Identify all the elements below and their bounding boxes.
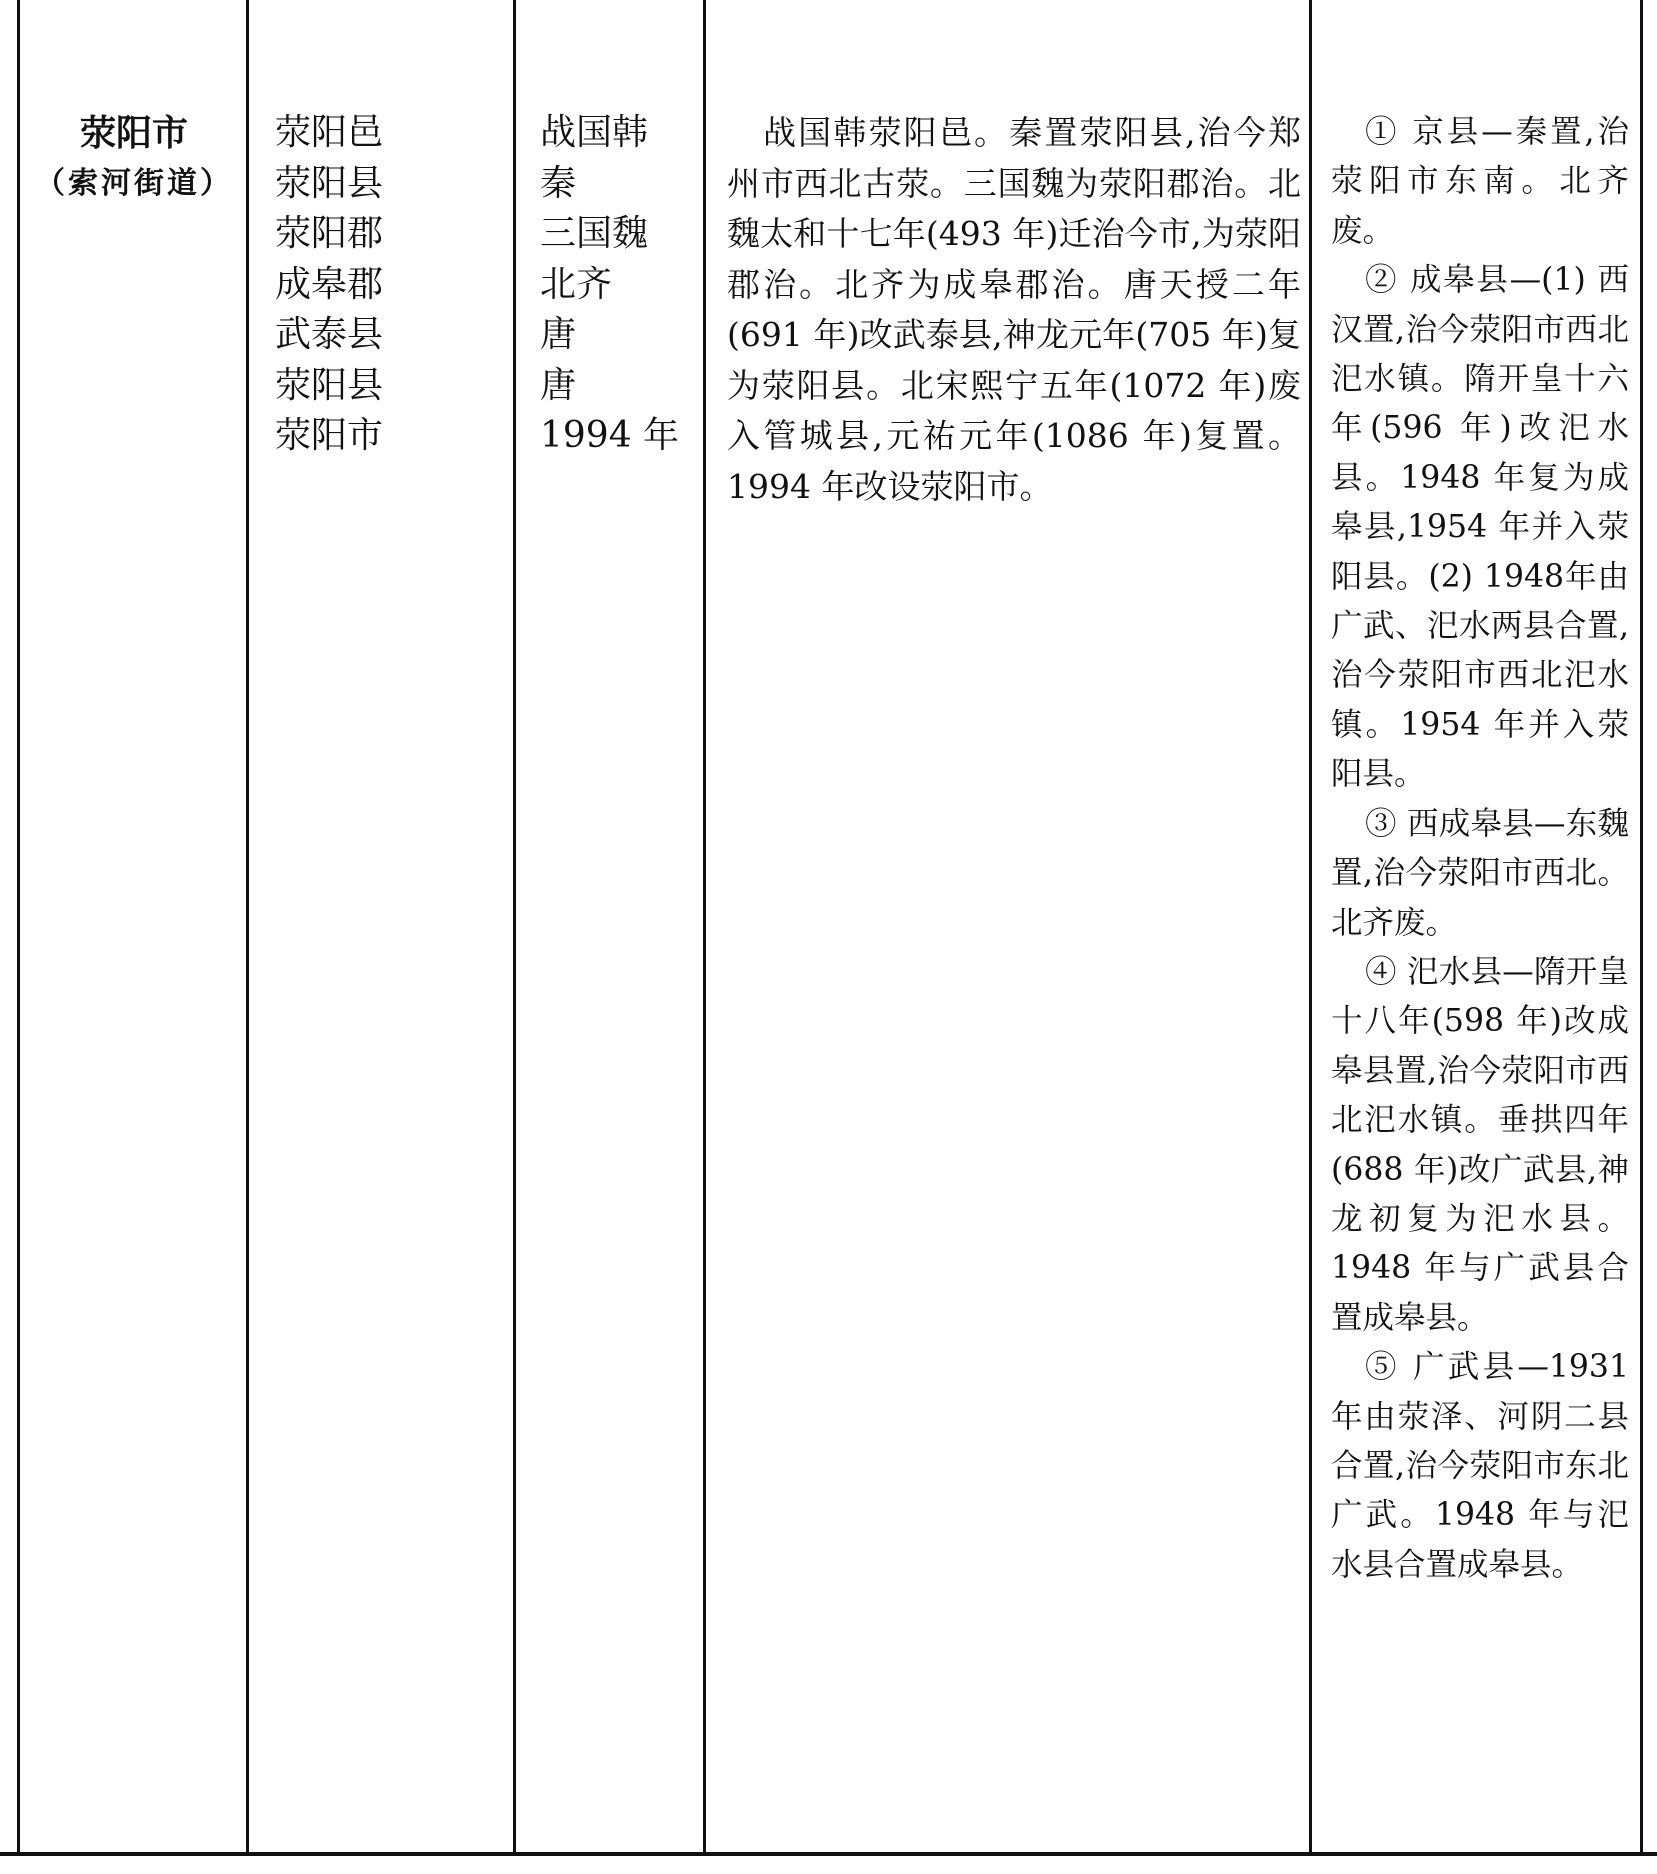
historical-name: 荥阳县 bbox=[275, 364, 384, 406]
era: 秦 bbox=[540, 162, 577, 204]
place-cell bbox=[26, 108, 242, 209]
history-cell: 战国韩荥阳邑。秦置荥阳县,治今郑州市西北古荥。三国魏为荥阳郡治。北魏太和十七年(493 年)迁治今市,为荥阳郡治。北齐为成皋郡治。唐天授二年(691 年)改武泰县,神龙元年(705 年)复为荥阳县。北宋熙宁五年(1072 年)废入管城县,元祐元年(1086 年)复置。1994 年改设荥阳市。 bbox=[727, 113, 1301, 506]
table-border-left bbox=[17, 0, 20, 1852]
era: 战国韩 bbox=[540, 112, 649, 153]
historical-name: 武泰县 bbox=[275, 314, 384, 355]
historical-name: 荥阳邑 bbox=[275, 112, 384, 153]
historical-name: 荥阳市 bbox=[275, 415, 384, 456]
note-sishui-county: ④ 汜水县—隋开皇十八年(598 年)改成皋县置,治今荥阳市西北汜水镇。垂拱四年(688 年)改广武县,神龙初复为汜水县。1948 年与广武县合置成皋县。 bbox=[1331, 953, 1629, 1336]
table-bottom-border bbox=[0, 1852, 1657, 1856]
note-jing-county: ① 京县—秦置,治荥阳市东南。北齐废。 bbox=[1331, 114, 1629, 249]
column-divider-3 bbox=[703, 0, 706, 1852]
column-divider-1 bbox=[246, 0, 249, 1852]
historical-name: 荥阳郡 bbox=[275, 213, 384, 254]
era: 唐 bbox=[540, 314, 577, 355]
era: 三国魏 bbox=[540, 213, 649, 254]
historical-name: 荥阳县 bbox=[275, 162, 384, 204]
note-guangwu-county: ⑤ 广武县—1931 年由荥泽、河阴二县合置,治今荥阳市东北广武。1948 年与汜水县合置成皋县。 bbox=[1331, 1349, 1629, 1583]
notes-cell bbox=[1331, 108, 1629, 1590]
era: 唐 bbox=[540, 364, 577, 406]
place-subdistrict: （索河街道） bbox=[35, 165, 233, 201]
table-border-right bbox=[1640, 0, 1643, 1852]
era: 北齐 bbox=[540, 263, 613, 305]
column-divider-2 bbox=[513, 0, 516, 1852]
note-west-chenggao-county: ③ 西成皋县—东魏置,治今荥阳市西北。北齐废。 bbox=[1331, 805, 1629, 941]
note-chenggao-county: ② 成皋县—(1) 西汉置,治今荥阳市西北汜水镇。隋开皇十六年(596 年)改汜水县。1948 年复为成皋县,1954 年并入荥阳县。(2) 1948年由广武、汜水两县合置,治今荥阳市西北汜水镇。1954 年并入荥阳县。 bbox=[1331, 262, 1629, 793]
column-divider-4 bbox=[1309, 0, 1312, 1852]
eras-cell bbox=[540, 108, 690, 462]
place-name: 荥阳市 bbox=[79, 112, 188, 154]
historical-name: 成皋郡 bbox=[275, 263, 384, 305]
era: 1994 年 bbox=[540, 415, 680, 456]
historical-names-cell bbox=[275, 108, 485, 462]
